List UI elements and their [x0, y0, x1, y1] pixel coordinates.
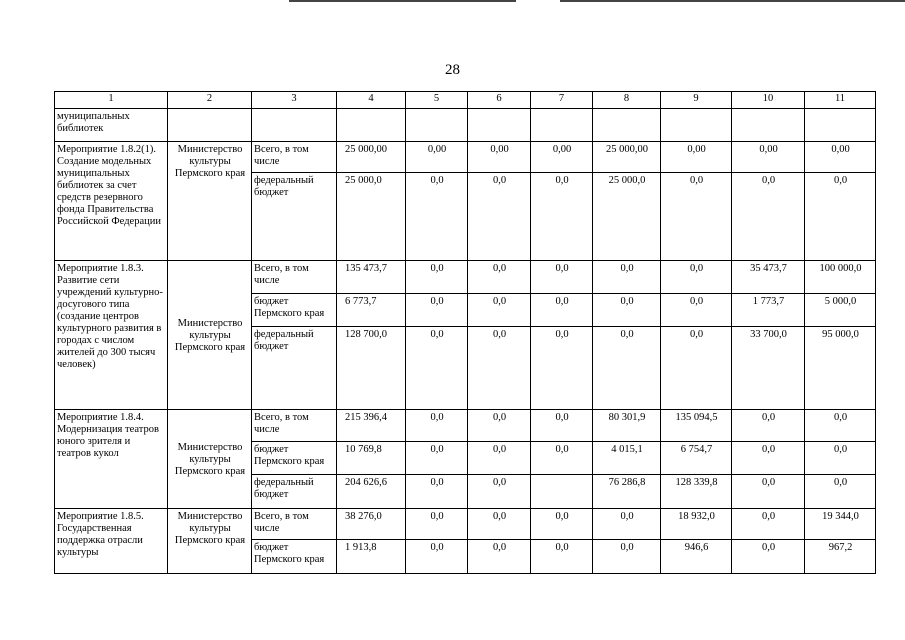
value-cell: 0,0 — [406, 540, 468, 574]
value-cell: 0,0 — [661, 294, 732, 327]
value-cell: 1 773,7 — [732, 294, 805, 327]
funding-source-cell: федеральный бюджет — [252, 173, 337, 261]
funding-source-cell: бюджет Пермского края — [252, 442, 337, 475]
value-cell: 0,0 — [531, 173, 593, 261]
value-cell: 0,0 — [661, 261, 732, 294]
value-cell: 0,0 — [732, 475, 805, 509]
value-cell: 0,0 — [593, 540, 661, 574]
value-cell: 0,0 — [805, 410, 876, 442]
value-cell: 80 301,9 — [593, 410, 661, 442]
value-cell — [531, 475, 593, 509]
value-cell: 0,0 — [468, 261, 531, 294]
value-cell: 10 769,8 — [337, 442, 406, 475]
header-cell: 11 — [805, 92, 876, 109]
funding-source-cell: федеральный бюджет — [252, 327, 337, 410]
value-cell: 0,0 — [732, 442, 805, 475]
activity-cell: Мероприятие 1.8.5. Государственная поддержка отрасли культуры — [55, 509, 168, 574]
funding-source-cell: Всего, в том числе — [252, 509, 337, 540]
executor-cell: Министерство культуры Пермского края — [168, 142, 252, 261]
header-cell: 3 — [252, 92, 337, 109]
value-cell: 25 000,0 — [337, 173, 406, 261]
top-rule-right — [560, 0, 905, 2]
value-cell: 0,0 — [406, 261, 468, 294]
value-cell: 0,0 — [732, 410, 805, 442]
activity-cell: Мероприятие 1.8.4. Модернизация театров юного зрителя и театров кукол — [55, 410, 168, 509]
header-cell: 6 — [468, 92, 531, 109]
value-cell: 0,0 — [468, 410, 531, 442]
header-cell: 4 — [337, 92, 406, 109]
funding-source-cell: Всего, в том числе — [252, 261, 337, 294]
value-cell: 25 000,00 — [337, 142, 406, 173]
value-cell: 0,0 — [468, 173, 531, 261]
value-cell: 6 773,7 — [337, 294, 406, 327]
empty-cell — [468, 109, 531, 142]
empty-cell — [661, 109, 732, 142]
value-cell: 0,0 — [531, 540, 593, 574]
value-cell: 0,0 — [406, 294, 468, 327]
funding-source-cell: бюджет Пермского края — [252, 540, 337, 574]
value-cell: 0,0 — [406, 410, 468, 442]
value-cell: 0,0 — [468, 509, 531, 540]
funding-source-cell: Всего, в том числе — [252, 410, 337, 442]
value-cell: 0,0 — [406, 509, 468, 540]
value-cell: 0,00 — [805, 142, 876, 173]
page-number: 28 — [445, 62, 460, 78]
header-row — [55, 92, 876, 109]
value-cell: 0,0 — [468, 327, 531, 410]
value-cell: 5 000,0 — [805, 294, 876, 327]
value-cell: 1 913,8 — [337, 540, 406, 574]
value-cell: 0,00 — [661, 142, 732, 173]
value-cell: 0,0 — [406, 173, 468, 261]
value-cell: 0,0 — [406, 442, 468, 475]
top-rule-left — [289, 0, 516, 2]
value-cell: 0,0 — [732, 509, 805, 540]
funding-source-cell: федеральный бюджет — [252, 475, 337, 509]
value-cell: 19 344,0 — [805, 509, 876, 540]
value-cell: 0,0 — [661, 327, 732, 410]
value-cell: 18 932,0 — [661, 509, 732, 540]
table-row — [55, 410, 876, 442]
value-cell: 0,0 — [531, 327, 593, 410]
value-cell: 0,0 — [468, 475, 531, 509]
value-cell: 0,0 — [805, 475, 876, 509]
continuation-row — [55, 109, 876, 142]
empty-cell — [531, 109, 593, 142]
header-cell: 2 — [168, 92, 252, 109]
value-cell: 204 626,6 — [337, 475, 406, 509]
value-cell: 135 473,7 — [337, 261, 406, 294]
value-cell: 100 000,0 — [805, 261, 876, 294]
header-cell: 7 — [531, 92, 593, 109]
value-cell: 0,0 — [531, 509, 593, 540]
value-cell: 128 700,0 — [337, 327, 406, 410]
activity-cell: Мероприятие 1.8.2(1). Создание модельных муниципальных библиотек за счет средств резервного фонда Правительства Российской Федерации — [55, 142, 168, 261]
value-cell: 0,0 — [805, 173, 876, 261]
value-cell: 0,0 — [593, 509, 661, 540]
funding-source-cell: Всего, в том числе — [252, 142, 337, 173]
value-cell: 0,0 — [732, 540, 805, 574]
value-cell: 0,0 — [468, 442, 531, 475]
header-cell: 1 — [55, 92, 168, 109]
value-cell: 0,0 — [531, 410, 593, 442]
activity-cell: муниципальных библиотек — [55, 109, 168, 142]
value-cell: 215 396,4 — [337, 410, 406, 442]
empty-cell — [805, 109, 876, 142]
table-row — [55, 509, 876, 540]
value-cell: 0,0 — [593, 327, 661, 410]
empty-cell — [252, 109, 337, 142]
activity-cell: Мероприятие 1.8.3. Развитие сети учреждений культурно-досугового типа (создание центров культурного развития в городах с числом жителей до 300 тысяч человек) — [55, 261, 168, 410]
value-cell: 4 015,1 — [593, 442, 661, 475]
value-cell: 128 339,8 — [661, 475, 732, 509]
value-cell: 0,0 — [531, 294, 593, 327]
value-cell: 35 473,7 — [732, 261, 805, 294]
value-cell: 0,00 — [732, 142, 805, 173]
value-cell: 0,0 — [593, 261, 661, 294]
value-cell: 0,0 — [805, 442, 876, 475]
value-cell: 76 286,8 — [593, 475, 661, 509]
value-cell: 6 754,7 — [661, 442, 732, 475]
header-cell: 8 — [593, 92, 661, 109]
table-row — [55, 261, 876, 294]
header-cell: 10 — [732, 92, 805, 109]
empty-cell — [337, 109, 406, 142]
value-cell: 135 094,5 — [661, 410, 732, 442]
value-cell: 0,0 — [468, 540, 531, 574]
value-cell: 0,0 — [406, 475, 468, 509]
value-cell: 0,0 — [661, 173, 732, 261]
executor-cell: Министерство культуры Пермского края — [168, 261, 252, 410]
value-cell: 0,0 — [531, 442, 593, 475]
value-cell: 0,0 — [406, 327, 468, 410]
header-cell: 9 — [661, 92, 732, 109]
value-cell: 38 276,0 — [337, 509, 406, 540]
empty-cell — [406, 109, 468, 142]
value-cell: 33 700,0 — [732, 327, 805, 410]
value-cell: 0,0 — [732, 173, 805, 261]
value-cell: 946,6 — [661, 540, 732, 574]
value-cell: 0,00 — [468, 142, 531, 173]
value-cell: 0,00 — [531, 142, 593, 173]
value-cell: 0,0 — [593, 294, 661, 327]
executor-cell: Министерство культуры Пермского края — [168, 410, 252, 509]
value-cell: 0,00 — [406, 142, 468, 173]
value-cell: 0,0 — [468, 294, 531, 327]
value-cell: 967,2 — [805, 540, 876, 574]
value-cell: 25 000,0 — [593, 173, 661, 261]
header-cell: 5 — [406, 92, 468, 109]
empty-cell — [593, 109, 661, 142]
budget-table — [54, 91, 876, 574]
value-cell: 25 000,00 — [593, 142, 661, 173]
value-cell: 95 000,0 — [805, 327, 876, 410]
empty-cell — [168, 109, 252, 142]
executor-cell: Министерство культуры Пермского края — [168, 509, 252, 574]
table-row — [55, 142, 876, 173]
funding-source-cell: бюджет Пермского края — [252, 294, 337, 327]
value-cell: 0,0 — [531, 261, 593, 294]
empty-cell — [732, 109, 805, 142]
